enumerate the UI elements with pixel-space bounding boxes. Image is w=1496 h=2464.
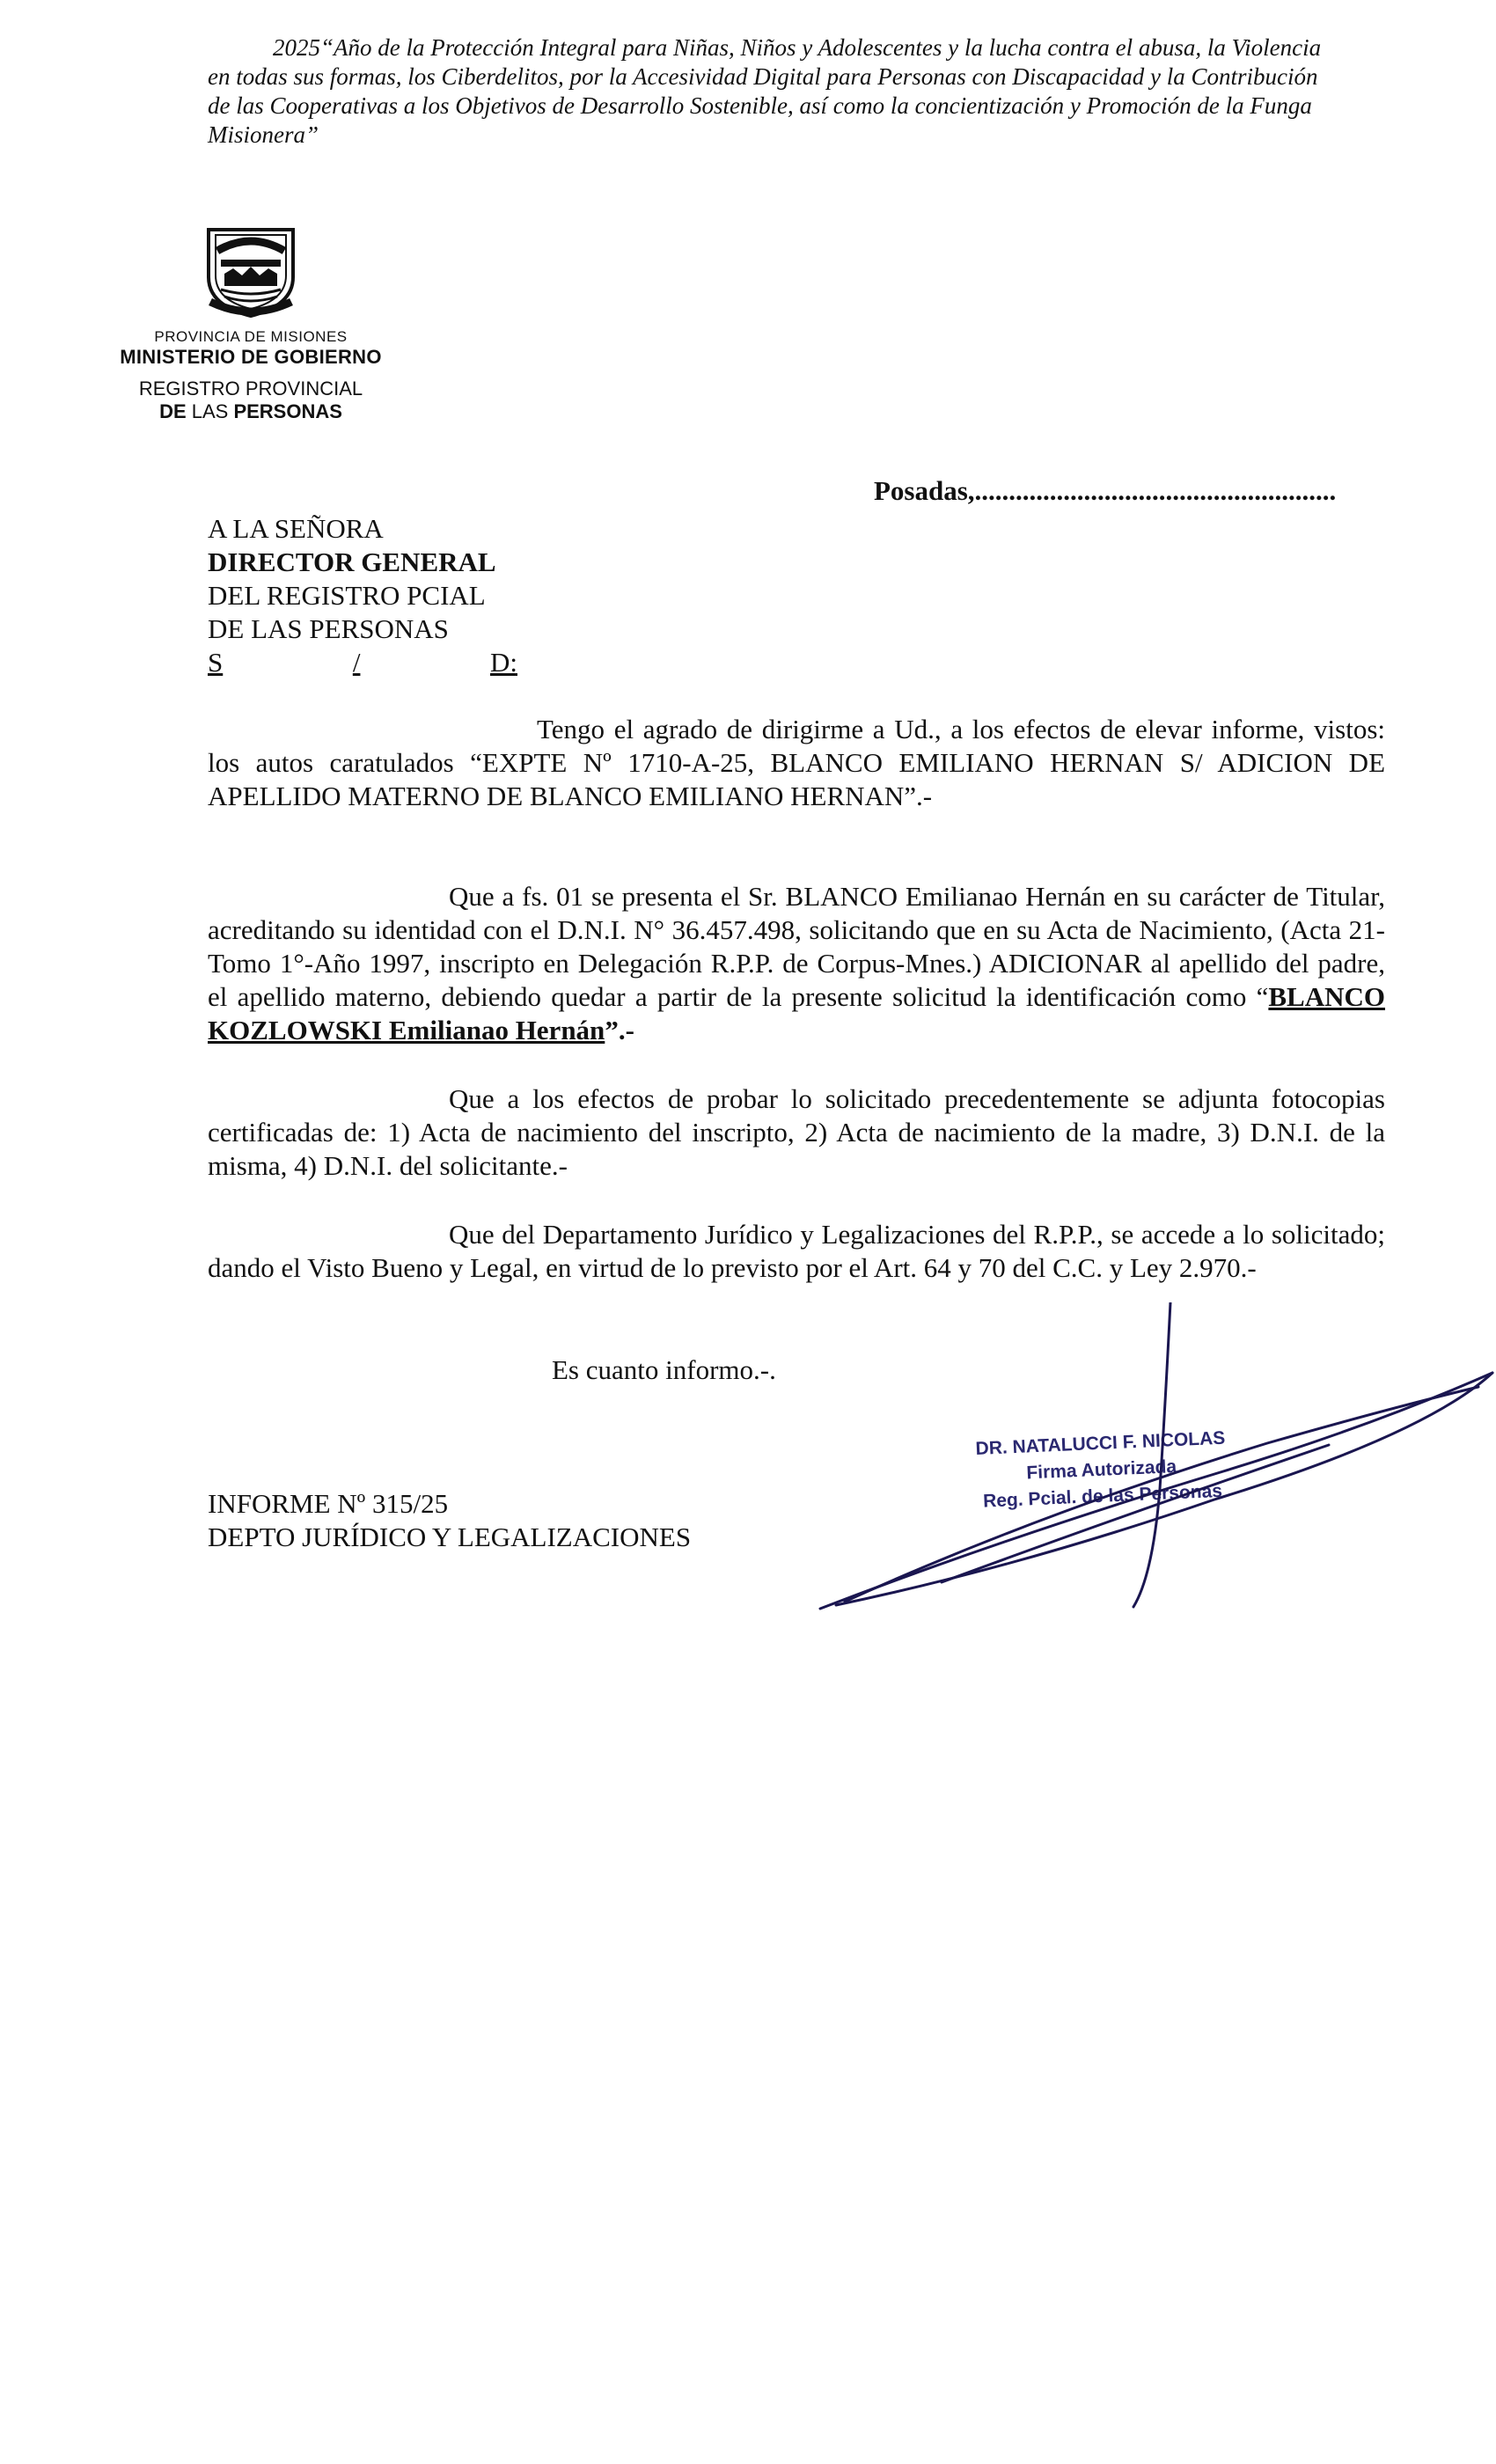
addressee-line: DE LAS PERSONAS [208,613,449,644]
org-registry: REGISTRO PROVINCIAL [138,378,363,400]
closing-text: Es cuanto informo.-. [552,1354,776,1385]
motto-line: de las Cooperativas a los Objetivos de Desarrollo Sostenible, así como la concientización y Promoción de la Funga [208,92,1312,119]
addressee-line: DEL REGISTRO PCIAL [208,580,486,611]
motto-line: en todas sus formas, los Ciberdelitos, por la Accesividad Digital para Personas con Discapacidad y la Contribución [208,63,1318,90]
report-department: DEPTO JURÍDICO Y LEGALIZACIONES [208,1522,692,1552]
motto-line: 2025“Año de la Protección Integral para Niñas, Niños y Adolescentes y la lucha contra el abusa, la Violencia [273,34,1322,61]
stamp-office: Reg. Pcial. de las Personas [982,1480,1223,1512]
header-motto [208,33,1360,150]
paragraph-intro: Tengo el agrado de dirigirme a Ud., a los efectos de elevar informe, vistos: los autos caratulados “EXPTE Nº 1710-A-25, BLANCO EMILIANO HERNAN S/ ADICION DE APELLIDO MATERNO DE BLANCO EMILIANO HERNAN”.- [208,714,1385,811]
stamp-title: Firma Autorizada [1025,1456,1177,1484]
sd-line: S / D: [208,647,517,678]
addressee-line: A LA SEÑORA [208,513,384,544]
org-province: PROVINCIA DE MISIONES [154,328,348,345]
handwritten-signature [810,1302,1496,1619]
paragraph-approval: Que del Departamento Jurídico y Legalizaciones del R.P.P., se accede a lo solicitado; dando el Visto Bueno y Legal, en virtud de lo previsto por el Art. 64 y 70 del C.C. y Ley 2.970.- [208,1219,1385,1283]
motto-line: Misionera” [208,121,319,148]
report-footer [208,1487,691,1554]
report-number: INFORME Nº 315/25 [208,1488,449,1519]
paragraph-evidence: Que a los efectos de probar lo solicitado precedentemente se adjunta fotocopias certificadas de: 1) Acta de nacimiento del inscripto, 2) Acta de nacimiento de la madre, 3) D.N.I. de la misma, 4) D.N.I. del solicitante.- [208,1083,1385,1181]
paragraph-request: Que a fs. 01 se presenta el Sr. BLANCO Emilianao Hernán en su carácter de Titular, acreditando su identidad con el D.N.I. N° 36.457.498, solicitando que en su Acta de Nacimiento, (Acta 21-Tomo 1°-Año 1997, inscripto en Delegación R.P.P. de Corpus-Mnes.) ADICIONAR al apellido del padre, el apellido materno, debiendo quedar a partir de la presente solicitud la identificación como “BLANCO KOZLOWSKI Emilianao Hernán”.- [208,881,1385,1045]
addressee-title: DIRECTOR GENERAL [208,546,496,577]
org-persons: DE LAS PERSONAS [159,400,342,422]
org-ministry: MINISTERIO DE GOBIERNO [120,346,382,368]
addressee-block [208,512,517,679]
stamp-name: DR. NATALUCCI F. NICOLAS [975,1427,1226,1459]
institution-logo [106,224,396,423]
place-date: Posadas,..................................................... [874,475,1337,506]
crest-icon [198,224,304,321]
requested-name: BLANCO KOZLOWSKI Emilianao Hernán [208,981,1385,1045]
